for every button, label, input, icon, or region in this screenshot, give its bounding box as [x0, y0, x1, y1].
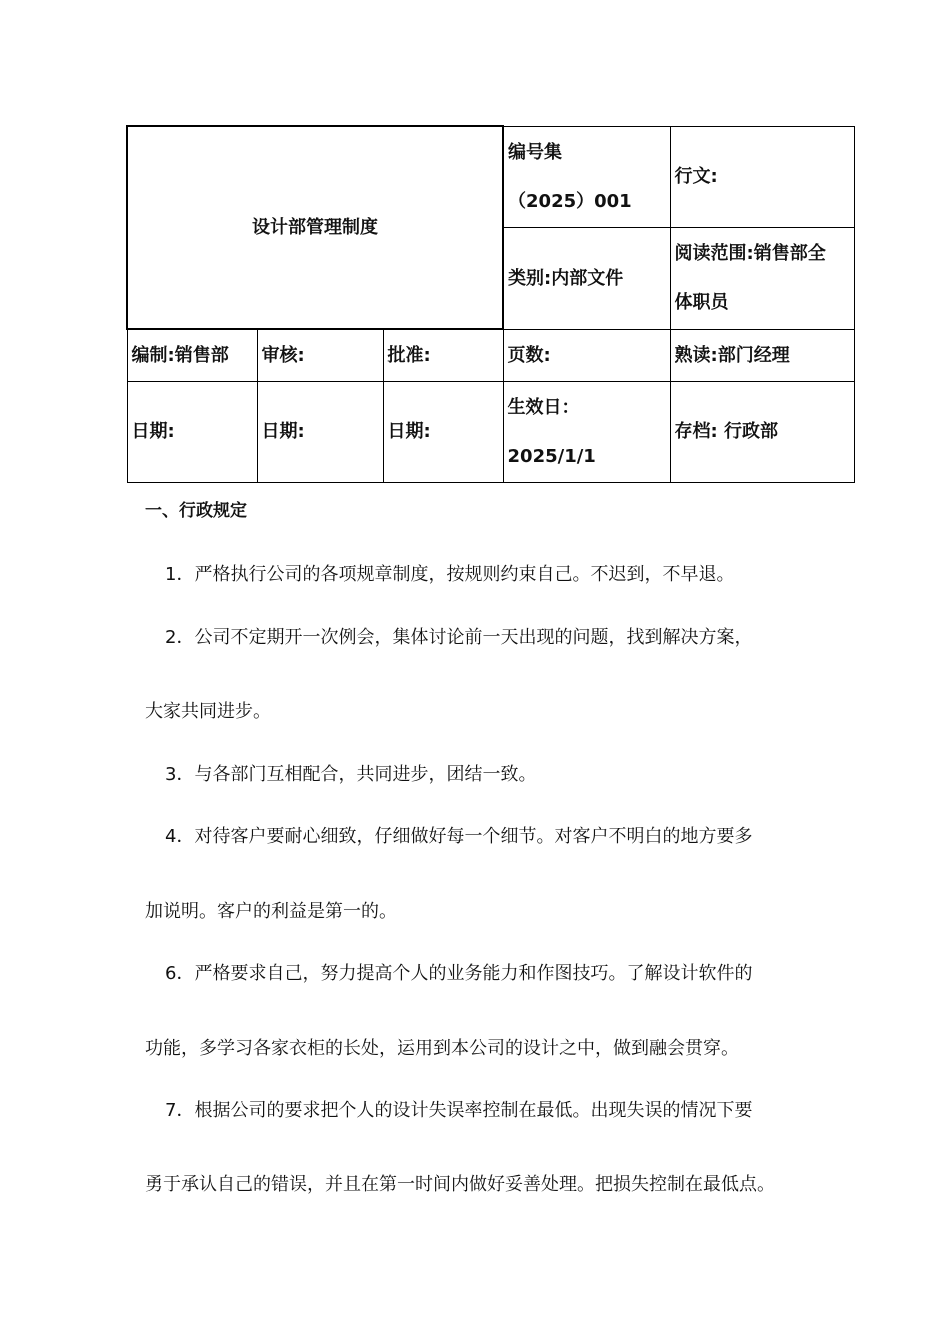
paragraph-1	[145, 560, 734, 586]
document-title: 设计部管理制度	[127, 126, 503, 329]
document-header-table	[126, 125, 855, 483]
paragraph-4-text: 4．对待客户要耐心细致，仔细做好每一个细节。对客户不明白的地方要多	[165, 826, 753, 847]
paragraph-7-line1	[145, 1096, 752, 1122]
reviewed-date-cell: 日期:	[257, 381, 383, 482]
paragraph-7-text: 7．根据公司的要求把个人的设计失误率控制在最低。出现失误的情况下要	[165, 1100, 753, 1121]
page-count-cell: 页数:	[503, 329, 670, 381]
paragraph-4-line2: 加说明。客户的利益是第一的。	[145, 901, 397, 922]
prepared-by-cell: 编制:销售部	[127, 329, 257, 381]
paragraph-2-line2: 大家共同进步。	[145, 701, 271, 722]
paragraph-7-line2: 勇于承认自己的错误，并且在第一时间内做好妥善处理。把损失控制在最低点。	[145, 1174, 775, 1195]
document-code-label: 编号集	[508, 141, 563, 163]
effective-date-value: 2025/1/1	[507, 445, 596, 467]
archive-cell: 存档: 行政部	[670, 381, 854, 482]
approved-date-cell: 日期:	[383, 381, 503, 482]
effective-date-cell	[503, 381, 670, 482]
paragraph-3	[145, 760, 536, 786]
document-code-cell	[503, 126, 670, 227]
reviewed-by-cell: 审核:	[257, 329, 383, 381]
reading-scope-cell	[670, 227, 854, 329]
reading-scope-line2: 体职员	[674, 292, 729, 313]
prepared-date-cell: 日期:	[127, 381, 257, 482]
paragraph-2-text: 2．公司不定期开一次例会，集体讨论前一天出现的问题，找到解决方案，	[165, 627, 753, 648]
issuer-cell: 行文:	[670, 126, 854, 227]
readers-cell: 熟读:部门经理	[670, 329, 854, 381]
section-heading: 一、行政规定	[145, 501, 247, 521]
category-cell: 类别:内部文件	[503, 227, 670, 329]
paragraph-6-text: 6．严格要求自己，努力提高个人的业务能力和作图技巧。了解设计软件的	[165, 963, 753, 984]
paragraph-1-text: 1．严格执行公司的各项规章制度，按规则约束自己。不迟到，不早退。	[165, 564, 735, 585]
paragraph-4-line1	[145, 822, 752, 848]
paragraph-6-line2: 功能，多学习各家衣柜的长处，运用到本公司的设计之中，做到融会贯穿。	[145, 1038, 739, 1059]
paragraph-2-line1	[145, 623, 752, 649]
effective-date-label: 生效日：	[507, 396, 580, 418]
approved-by-cell: 批准:	[383, 329, 503, 381]
reading-scope-line1: 阅读范围:销售部全	[674, 243, 826, 264]
document-code-value: （2025）001	[508, 190, 632, 212]
paragraph-3-text: 3．与各部门互相配合，共同进步，团结一致。	[165, 764, 537, 785]
paragraph-6-line1	[145, 959, 752, 985]
